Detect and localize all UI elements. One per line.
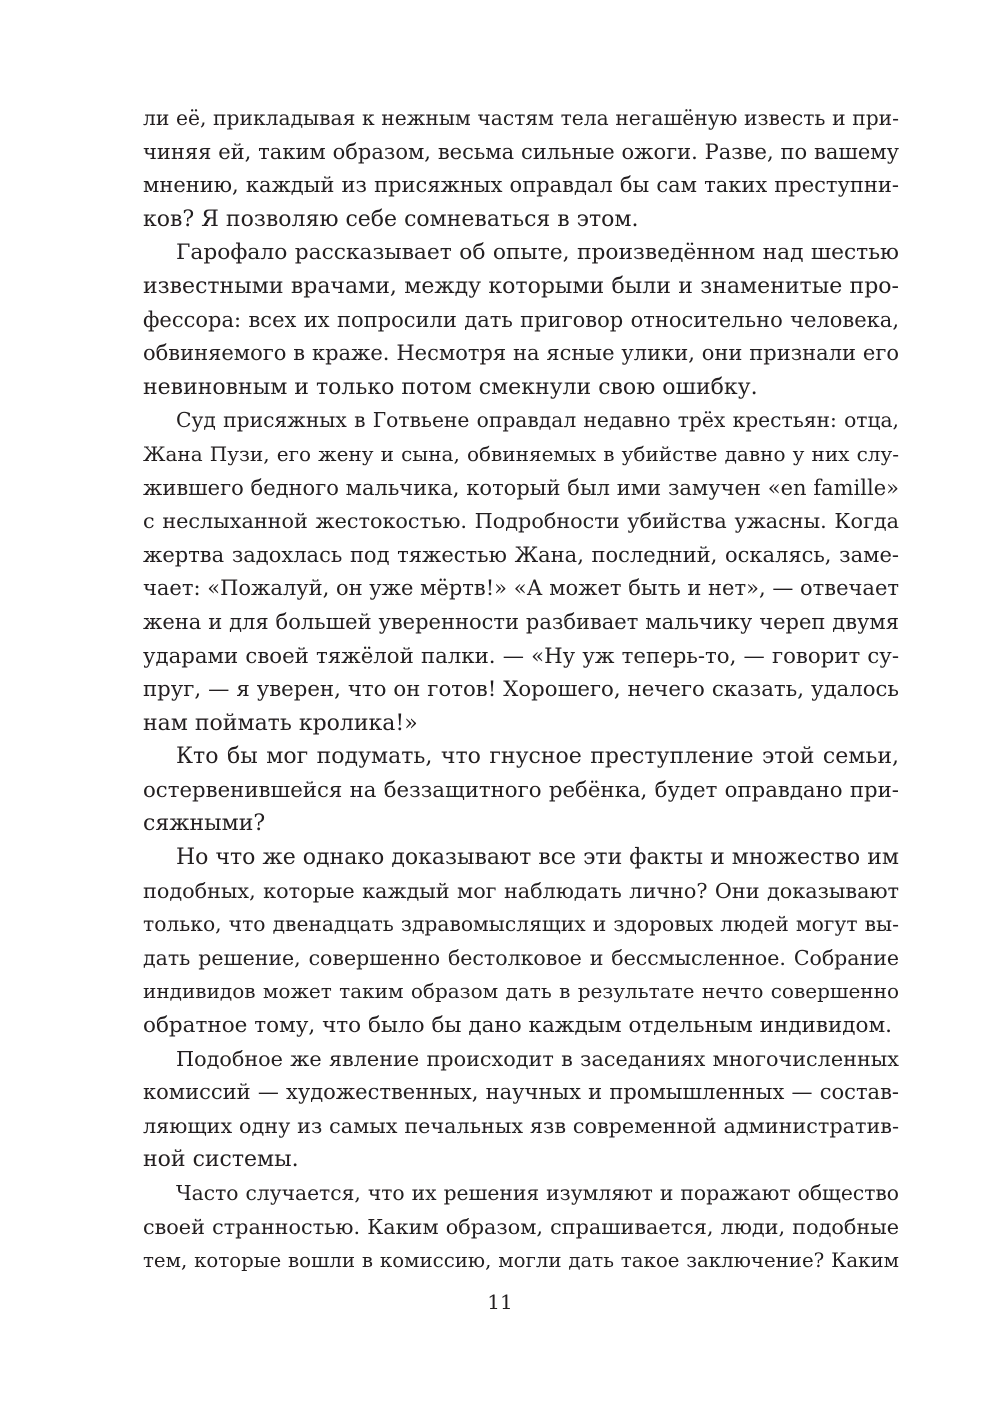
text-line: Гарофало рассказывает об опыте, произведённом над шестью — [176, 240, 899, 266]
page-number: 11 — [487, 1290, 513, 1314]
text-line: ков? Я позволяю себе сомневаться в этом. — [143, 206, 639, 232]
text-line: ли её, прикладывая к нежным частям тела негашёную известь и при- — [143, 106, 899, 130]
text-line: жившего бедного мальчика, который был ими замучен «en famille» — [143, 475, 899, 500]
text-line: ударами своей тяжёлой палки. — «Ну уж теперь-то, — говорит су- — [143, 643, 899, 669]
text-line: фессора: всех их попросили дать приговор относительно человека, — [143, 307, 899, 332]
paragraph — [143, 841, 899, 1043]
paragraph — [143, 102, 899, 236]
text-line: сяжными? — [143, 811, 266, 837]
paragraph — [143, 1043, 899, 1177]
text-line: Часто случается, что их решения изумляют и поражают общество — [176, 1181, 899, 1205]
text-line: подобных, которые каждый мог наблюдать лично? Они доказывают — [143, 878, 899, 903]
text-line: обвиняемого в краже. Несмотря на ясные улики, они признали его — [143, 341, 899, 366]
body-text — [143, 102, 899, 1278]
text-line: известными врачами, между которыми были и знаменитые про- — [143, 273, 899, 299]
text-line: тем, которые вошли в комиссию, могли дать такое заключение? Каким — [143, 1249, 899, 1273]
text-line: Но что же однако доказывают все эти факты и множество им — [176, 845, 899, 871]
paragraph — [143, 236, 899, 404]
text-line: пруг, — я уверен, что он готов! Хорошего, нечего сказать, удалось — [143, 677, 899, 703]
text-line: комиссий — художественных, научных и промышленных — состав- — [143, 1080, 899, 1105]
text-line: чает: «Пожалуй, он уже мёртв!» «А может быть и нет», — отвечает — [143, 576, 899, 601]
text-line: ляющих одну из самых печальных язв современной административ- — [143, 1113, 899, 1138]
text-line: индивидов может таким образом дать в результате нечто совершенно — [143, 979, 899, 1004]
paragraph — [143, 740, 899, 841]
text-line: нам поймать кролика!» — [143, 710, 418, 736]
text-line: Жана Пузи, его жену и сына, обвиняемых в убийстве давно у них слу- — [143, 441, 899, 466]
text-line: обратное тому, что было бы дано каждым отдельным индивидом. — [143, 1013, 893, 1039]
text-line: мнению, каждый из присяжных оправдал бы сам таких преступни- — [143, 173, 899, 198]
text-line: Подобное же явление происходит в заседаниях многочисленных — [176, 1046, 899, 1071]
text-line: остервенившейся на беззащитного ребёнка, будет оправдано при- — [143, 777, 899, 803]
paragraph — [143, 404, 899, 740]
text-line: ной системы. — [143, 1147, 299, 1173]
text-line: дать решение, совершенно бестолковое и бессмысленное. Собрание — [143, 945, 899, 970]
text-line: чиняя ей, таким образом, весьма сильные ожоги. Разве, по вашему — [143, 139, 899, 164]
text-line: Суд присяжных в Готвьене оправдал недавно трёх крестьян: отца, — [176, 408, 899, 433]
text-line: жертва задохлась под тяжестью Жана, последний, оскалясь, заме- — [143, 542, 899, 567]
text-line: Кто бы мог подумать, что гнусное преступление этой семьи, — [176, 744, 899, 770]
text-line: невиновным и только потом смекнули свою ошибку. — [143, 374, 758, 400]
text-line: с неслыханной жестокостью. Подробности убийства ужасны. Когда — [143, 509, 899, 534]
paragraph — [143, 1177, 899, 1278]
text-line: жена и для большей уверенности разбивает мальчику череп двумя — [143, 609, 899, 634]
text-line: своей странностью. Каким образом, спрашивается, люди, подобные — [143, 1214, 899, 1239]
text-line: только, что двенадцать здравомыслящих и здоровых людей могут вы- — [143, 912, 899, 937]
